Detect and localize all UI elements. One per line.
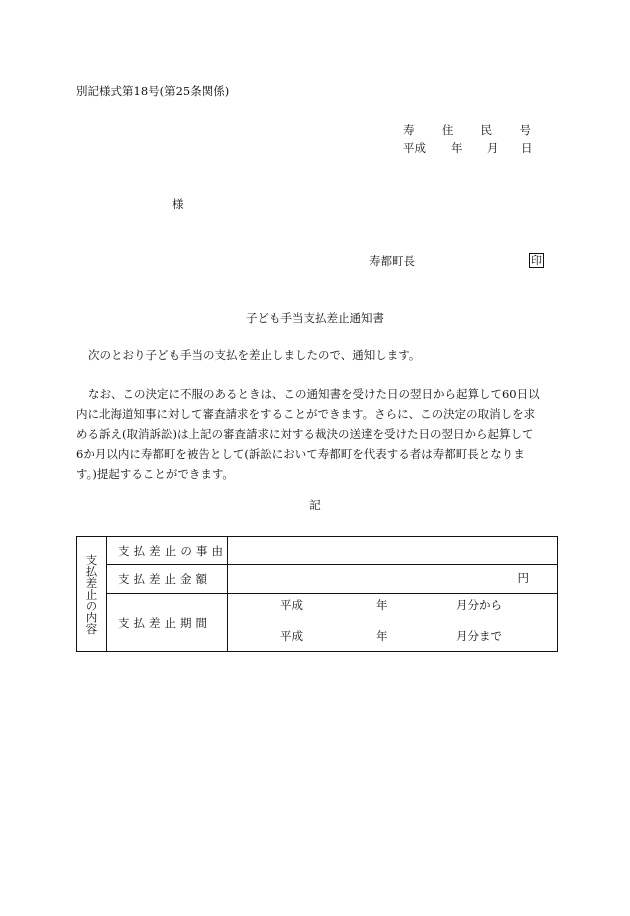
reason-value[interactable] [228, 537, 558, 565]
period-to-year: 年 [376, 628, 388, 643]
section-label: 支払差止の内容 [77, 537, 107, 652]
period-to-month: 月分まで [456, 628, 502, 643]
date-month: 月 [487, 141, 499, 155]
date-year: 年 [451, 141, 463, 155]
notice-line: す。)提起することができます。 [76, 467, 234, 481]
period-to[interactable] [228, 623, 558, 652]
document-number [403, 125, 531, 137]
period-from[interactable] [228, 594, 558, 623]
amount-value[interactable] [228, 565, 558, 594]
sender-name: 寿都町長 [369, 254, 415, 268]
ki-mark: 記 [309, 498, 321, 512]
addressee-suffix: 様 [172, 197, 184, 211]
date-day: 日 [521, 141, 533, 155]
number-char: 住 [441, 123, 454, 137]
number-char: 号 [519, 123, 531, 137]
date-era: 平成 [403, 141, 426, 155]
period-to-era: 平成 [280, 628, 303, 643]
period-from-year: 年 [376, 598, 388, 612]
intro-text: 次のとおり子ども手当の支払を差止しましたので、通知します。 [88, 348, 421, 362]
notice-line: なお、この決定に不服のあるときは、この通知書を受けた日の翌日から起算して60日以 [88, 387, 540, 401]
form-reference: 別記様式第18号(第25条関係) [76, 84, 230, 98]
amount-label: 支 払 差 止 金 額 [107, 565, 228, 594]
number-char: 寿 [403, 123, 415, 137]
notice-line: 内に北海道知事に対して審査請求をすることができます。さらに、この決定の取消しを求 [76, 407, 536, 421]
period-from-era: 平成 [280, 598, 303, 612]
notice-line: 6か月以内に寿都町を被告として(訴訟において寿都町を代表する者は寿都町長となりま [76, 447, 525, 461]
document-title: 子ども手当支払差止通知書 [246, 311, 384, 325]
seal-mark: 印 [531, 254, 542, 267]
amount-unit: 円 [517, 571, 529, 585]
number-char: 民 [480, 123, 493, 137]
period-label: 支 払 差 止 期 間 [107, 594, 228, 652]
notice-paragraph [76, 384, 557, 484]
suspension-details-table [76, 536, 558, 652]
notice-line: める訴え(取消訴訟)は上記の審査請求に対する裁決の送達を受けた日の翌日から起算して [76, 427, 534, 441]
document-date [403, 143, 531, 155]
reason-label: 支 払 差 止 の 事 由 [107, 537, 228, 565]
period-from-month: 月分から [456, 598, 502, 612]
